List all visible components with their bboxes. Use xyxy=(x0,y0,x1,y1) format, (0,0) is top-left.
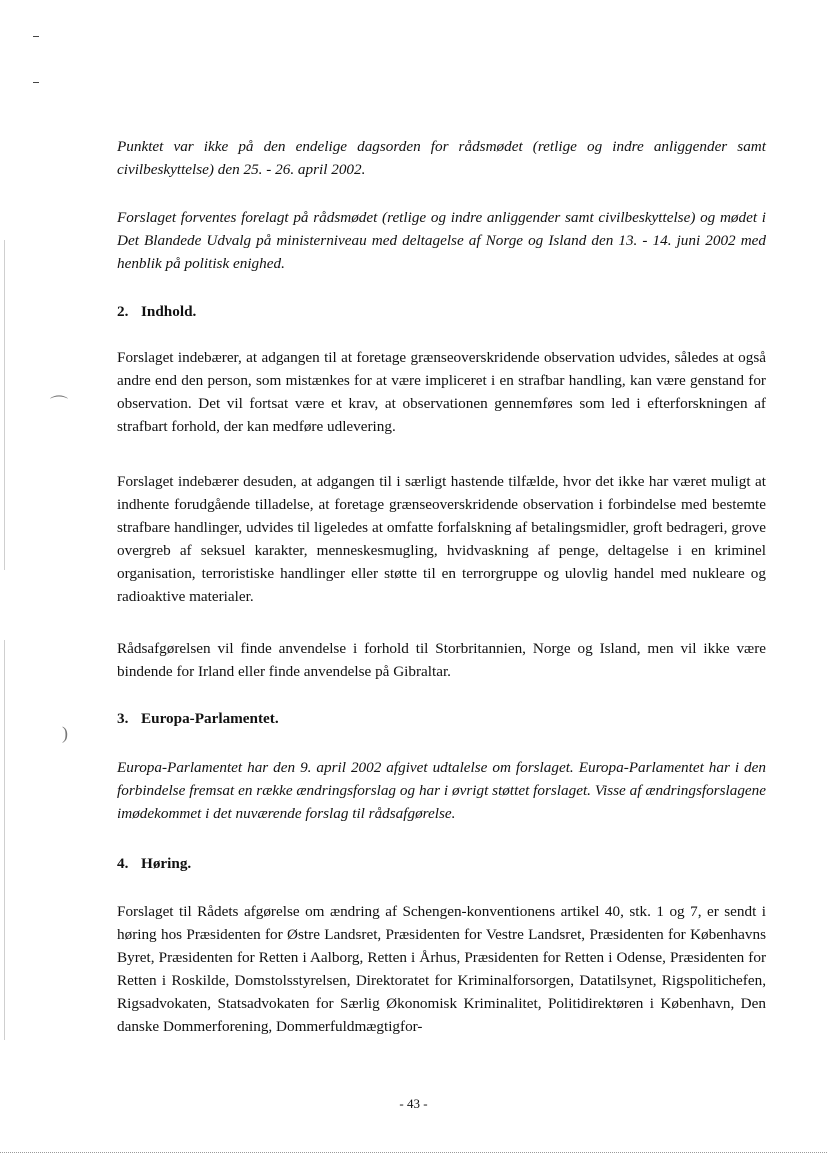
section-heading-hoering xyxy=(117,852,191,875)
section-title: Europa-Parlamentet. xyxy=(141,710,279,727)
section-title: Indhold. xyxy=(141,303,197,320)
section-heading-indhold xyxy=(117,300,196,323)
page-number: - 43 - xyxy=(399,1096,428,1111)
section-number: 3. xyxy=(117,710,129,727)
body-paragraph: Forslaget indebærer desuden, at adgangen til i særligt hastende tilfælde, hvor det ikke har været muligt at indhente forudgående tilladelse, at foretage grænseoverskridende observation i forbindelse med bestemte strafbare handlinger, udvides til ligeledes at omfatte forfalskning af betalingsmidler, groft bedrageri, grove overgreb af seksuel karakter, menneskesmugling, hvidvaskning af penge, deltagelse i en kriminel organisation, terroristiske handlinger eller støtte til en terrorgruppe og ulovlig handel med nukleare og radioaktive materialer. xyxy=(117,473,766,605)
scan-mark xyxy=(33,36,39,37)
body-paragraph: Rådsafgørelsen vil finde anvendelse i forhold til Storbritannien, Norge og Island, men vil ikke være bindende for Irland eller finde anvendelse på Gibraltar. xyxy=(117,640,766,680)
punch-hole-mark: ) xyxy=(62,723,68,743)
body-paragraph: Forslaget til Rådets afgørelse om ændring af Schengen-konventionens artikel 40, stk. 1 og 7, er sendt i høring hos Præsidenten for Østre Landsret, Præsidenten for Vestre Landsret, Præsidenten for Københavns Byret, Præsidenten for Retten i Aalborg, Retten i Århus, Præsidenten for Retten i Odense, Præsidenten for Retten i Roskilde, Domstolsstyrelsen, Direktoratet for Kriminalforsorgen, Datatilsynet, Rigspolitichefen, Rigsadvokaten, Statsadvokaten for Særlig Økonomisk Kriminalitet, Politidirektøren i København, Den danske Dommerforening, Dommerfuldmægtigfor- xyxy=(117,903,766,1035)
scan-bottom-edge xyxy=(0,1152,827,1153)
italic-paragraph: Europa-Parlamentet har den 9. april 2002 afgivet udtalelse om forslaget. Europa-Parlamentet har i den forbindelse fremsat en række ændringsforslag og har i øvrigt støttet forslaget. Visse af ændringsforslagene imødekommet i det nuværende forslag til rådsafgørelse. xyxy=(117,759,766,822)
section-number: 2. xyxy=(117,303,129,320)
scan-edge-line xyxy=(4,240,5,570)
section-title: Høring. xyxy=(141,855,192,872)
section-number: 4. xyxy=(117,855,129,872)
scan-edge-line xyxy=(4,640,5,1040)
section-heading-europa-parlamentet xyxy=(117,707,279,730)
body-paragraph: Forslaget indebærer, at adgangen til at foretage grænseoverskridende observation udvides, således at også andre end den person, som mistænkes for at være impliceret i en strafbar handling, kan være genstand for observation. Det vil fortsat være et krav, at observationen gennemføres som led i efterforskningen af strafbart forhold, der kan medføre udlevering. xyxy=(117,349,766,435)
italic-paragraph: Forslaget forventes forelagt på rådsmødet (retlige og indre anliggender samt civilbeskyttelse) og mødet i Det Blandede Udvalg på ministerniveau med deltagelse af Norge og Island den 13. - 14. juni 2002 med henblik på politisk enighed. xyxy=(117,209,766,272)
scan-mark xyxy=(33,82,39,83)
punch-hole-mark: ⌒ xyxy=(50,395,68,415)
italic-paragraph: Punktet var ikke på den endelige dagsorden for rådsmødet (retlige og indre anliggender samt civilbeskyttelse) den 25. - 26. april 2002. xyxy=(117,138,766,178)
